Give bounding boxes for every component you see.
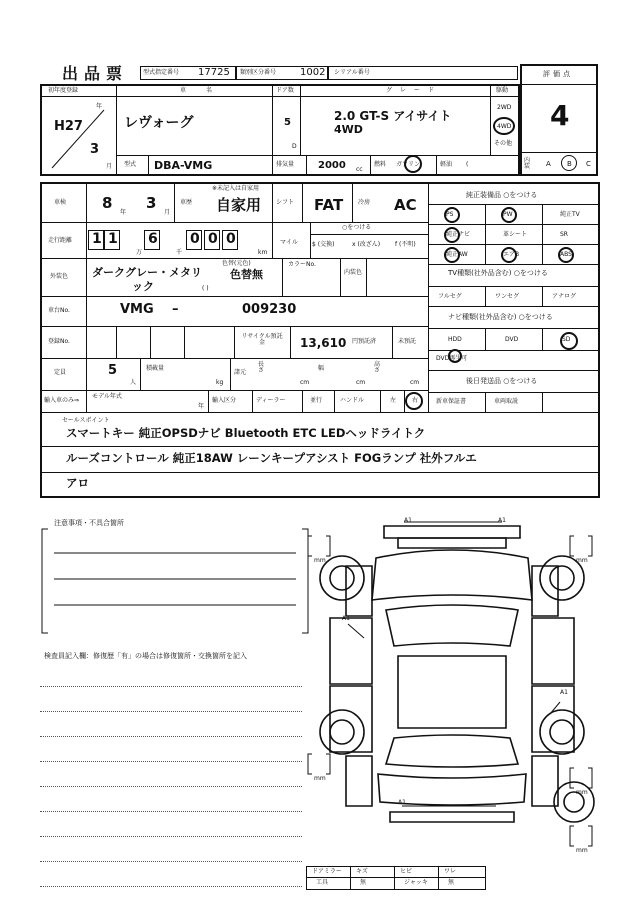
- col-line: [306, 155, 307, 176]
- fuel-gas: ガソリン: [396, 161, 421, 168]
- mark-a1: A1: [404, 517, 412, 524]
- import-class-label: 輸入区分: [212, 397, 237, 404]
- model-year-unit: 年: [198, 403, 205, 410]
- mm-unit: mm: [576, 847, 588, 854]
- caution-bracket: [40, 527, 310, 635]
- model-cert-label: 型式指定番号: [143, 69, 180, 76]
- col-line: [490, 84, 491, 155]
- table-cell: ワレ: [444, 868, 457, 875]
- note-line: [40, 811, 302, 812]
- shift-label: シフト: [276, 199, 295, 206]
- history-value: 自家用: [216, 196, 262, 214]
- row-line: [40, 222, 428, 223]
- col-line: [116, 326, 117, 358]
- parallel: 並行: [310, 397, 323, 404]
- capacity-value: 5: [108, 363, 118, 378]
- sales-line3: アロ: [66, 476, 89, 490]
- equip-circle: [558, 247, 574, 263]
- note-line: [40, 786, 302, 787]
- vehicle-name: レヴォーグ: [124, 115, 194, 131]
- height-cm: cm: [410, 379, 420, 386]
- mileage-digit: 1: [108, 231, 118, 247]
- tv-title: TV種類(社外品含む) ○をつける: [448, 269, 548, 277]
- col-line: [485, 392, 486, 412]
- sen-unit: 千: [176, 249, 183, 256]
- table-cell: 無: [448, 879, 455, 886]
- row-line: [428, 286, 600, 287]
- class-no: 1002: [300, 67, 326, 78]
- col-line: [290, 326, 291, 358]
- exchange: $ (交換): [312, 241, 335, 248]
- note-line: [40, 886, 302, 887]
- man-unit: 万: [136, 249, 143, 256]
- col-line: [140, 358, 141, 390]
- altered: x (改ざん): [352, 241, 381, 248]
- dims-label: 諸元: [234, 369, 247, 376]
- col-line: [174, 182, 175, 222]
- col-line: [282, 258, 283, 296]
- col-line: [230, 358, 231, 390]
- row-line: [40, 472, 600, 473]
- car-damage-diagram: [306, 506, 606, 868]
- circle-note: ○をつける: [342, 224, 372, 231]
- displacement-label: 排気量: [276, 161, 295, 168]
- table-cell: ヒビ: [400, 868, 413, 875]
- capacity-label: 定員: [54, 369, 67, 376]
- equip-circle: [501, 207, 517, 223]
- col-line: [234, 326, 235, 358]
- mm-unit: mm: [576, 557, 588, 564]
- displacement-value: 2000: [318, 160, 346, 171]
- table-cell: ジャッキ: [404, 879, 428, 886]
- sales-line1: スマートキー 純正OPSDナビ Bluetooth ETC LEDヘッドライトク: [66, 426, 426, 440]
- col-line: [394, 866, 395, 890]
- tv-item: フルセグ: [438, 293, 462, 300]
- color-change-label: 色替(元色): [222, 260, 251, 267]
- row-line: [40, 96, 520, 97]
- unknown: f (不明): [395, 241, 416, 248]
- navi-item: DVD: [505, 336, 519, 343]
- drive-2wd: 2WD: [497, 104, 512, 111]
- col-line: [302, 182, 303, 222]
- row-line: [428, 392, 600, 393]
- fuel-gas-circle: [404, 155, 422, 173]
- recycle-not: 未預託: [398, 338, 417, 345]
- reg-no-label: 登録No.: [48, 338, 70, 345]
- shaken-label: 車検: [54, 199, 67, 206]
- mileage-digit: 0: [226, 231, 236, 247]
- caution-label: 注意事項・不具合箇所: [54, 519, 124, 527]
- handle-label: ハンドル: [340, 397, 365, 404]
- equip-item: 純正TV: [560, 211, 580, 218]
- equip-circle: [444, 207, 460, 223]
- equip-item: SR: [560, 231, 568, 238]
- row-line: [310, 234, 428, 235]
- navi-item: HDD: [448, 336, 462, 343]
- color-paren: ( ): [202, 285, 209, 292]
- equip-item: エアB: [503, 251, 520, 258]
- mm-unit: mm: [314, 775, 326, 782]
- recycle-deposited: 円預託済: [352, 338, 377, 345]
- doors-value: 5: [284, 117, 291, 128]
- displacement-unit: cc: [356, 166, 363, 173]
- mark-a1: A1: [498, 517, 506, 524]
- row-line: [40, 296, 428, 297]
- col-line: [485, 286, 486, 306]
- fuel-paren: (: [466, 161, 469, 168]
- col-line: [392, 326, 393, 358]
- table-cell: 無: [360, 879, 367, 886]
- col-line: [300, 84, 301, 155]
- doors-label: ドア数: [276, 87, 294, 94]
- col-line: [334, 390, 335, 412]
- row-line: [428, 204, 600, 205]
- score-label: 評価点: [543, 70, 573, 78]
- type-value: DBA-VMG: [154, 159, 213, 172]
- sales-label: セールスポイント: [62, 417, 110, 424]
- row-line: [428, 328, 600, 329]
- shaken-year-unit: 年: [120, 209, 127, 216]
- mileage-digit: 1: [92, 231, 102, 247]
- row-line: [40, 358, 428, 359]
- width-label: 幅: [318, 365, 325, 372]
- row-line: [428, 306, 600, 307]
- name-label: 車名: [180, 87, 233, 94]
- row-line: [306, 877, 486, 878]
- dvd-play-circle: [448, 349, 462, 363]
- color-line1: ダークグレー・メタリ: [92, 266, 202, 279]
- later-item: 車両取説: [494, 398, 519, 405]
- shaken-month-unit: 月: [164, 209, 171, 216]
- ac-label: 冷房: [358, 199, 371, 206]
- class-label: 類別区分番号: [240, 69, 277, 76]
- handle-left: 左: [390, 397, 397, 404]
- interior-a: A: [546, 160, 551, 168]
- import-label: 輸入車のみ⇒: [44, 397, 80, 404]
- chassis-dash: –: [172, 302, 179, 317]
- mileage-label: 走行距離: [48, 237, 73, 244]
- model-cert-no: 17725: [198, 67, 230, 78]
- drive-4wd: 4WD: [497, 123, 512, 130]
- drive-other: その他: [494, 140, 513, 147]
- type-label: 型式: [124, 161, 137, 168]
- col-line: [252, 390, 253, 412]
- col-line: [542, 286, 543, 306]
- navi-item: SD: [562, 336, 571, 343]
- equip-item: 革シート: [503, 231, 528, 238]
- interior-c: C: [586, 160, 591, 168]
- col-line: [350, 866, 351, 890]
- note-line: [40, 761, 302, 762]
- table-cell: 工具: [316, 879, 329, 886]
- col-line: [542, 392, 543, 412]
- row-line: [40, 446, 600, 447]
- grade-line1: 2.0 GT-S アイサイト: [334, 109, 452, 123]
- first-reg-slash: [44, 100, 114, 172]
- col-line: [352, 182, 353, 222]
- table-cell: キズ: [356, 868, 368, 875]
- first-reg-label: 初年度登録: [48, 87, 79, 94]
- history-label: 車歴: [180, 199, 193, 206]
- note-line: [40, 836, 302, 837]
- col-line: [86, 182, 87, 412]
- mm-unit: mm: [576, 789, 588, 796]
- drive-4wd-circle: [493, 117, 515, 135]
- model-year-label: モデル年式: [92, 393, 122, 400]
- score-value: 4: [550, 99, 570, 132]
- later-item: 新車保証書: [436, 398, 467, 405]
- col-line: [150, 326, 151, 358]
- row-line: [428, 244, 600, 245]
- year-unit: 年: [96, 103, 103, 110]
- interior-b: B: [567, 160, 572, 168]
- note-line: [40, 711, 302, 712]
- tv-item: アナログ: [552, 293, 577, 300]
- col-line: [485, 328, 486, 350]
- mile-label: マイル: [280, 239, 298, 246]
- equip-circle: [444, 247, 460, 263]
- navi-title: ナビ種類(社外品含む) ○をつける: [448, 313, 553, 321]
- col-line: [438, 866, 439, 890]
- col-line: [272, 182, 273, 222]
- col-line: [380, 390, 381, 412]
- sheet-title: 出品票: [62, 64, 129, 83]
- col-line: [542, 328, 543, 350]
- col-line: [485, 204, 486, 264]
- inspector-label: 検査員記入欄：修復歴「有」の場合は修復箇所・交換箇所を記入: [44, 652, 247, 660]
- equip-title: 純正装備品 ○をつける: [466, 191, 538, 199]
- month-unit: 月: [106, 163, 113, 170]
- drive-label: 駆動: [496, 87, 509, 94]
- col-line: [428, 182, 429, 412]
- color-change: 色替無: [230, 268, 263, 281]
- later-title: 後日発送品 ○をつける: [466, 377, 538, 385]
- row-line: [428, 264, 600, 265]
- equip-circle: [501, 247, 520, 263]
- row-line: [116, 155, 520, 156]
- col-line: [272, 155, 273, 176]
- interior-color-label: 内装色: [344, 269, 363, 276]
- length-cm: cm: [300, 379, 310, 386]
- handle-right-circle: [405, 392, 423, 410]
- mark-a1: A1: [560, 689, 568, 696]
- mm-unit: mm: [314, 557, 326, 564]
- load-label: 積載量: [146, 365, 165, 372]
- row-line: [40, 412, 600, 413]
- row-line: [40, 390, 428, 391]
- fuel-label: 燃料: [374, 161, 387, 168]
- col-line: [272, 222, 273, 258]
- note-line: [40, 861, 302, 862]
- history-note: ※未記入は自家用: [212, 185, 260, 192]
- row-line: [40, 258, 428, 259]
- color-label: 外装色: [50, 273, 69, 280]
- col-line: [340, 258, 341, 296]
- mark-a1: A1: [342, 615, 350, 622]
- dvd-play: DVD再生可: [436, 355, 468, 362]
- width-cm: cm: [356, 379, 366, 386]
- height-label: 高さ: [374, 361, 381, 374]
- col-line: [366, 258, 367, 296]
- mileage-digit: 6: [148, 231, 158, 247]
- color-no-label: カラーNo.: [288, 261, 316, 268]
- col-line: [302, 390, 303, 412]
- interior-divider: [520, 152, 598, 153]
- first-reg-year: H27: [54, 119, 83, 134]
- col-line: [310, 222, 311, 258]
- chassis-label: 車台No.: [48, 307, 70, 314]
- col-line: [148, 155, 149, 176]
- interior-label: 内装: [524, 157, 531, 170]
- equip-item: ABS: [560, 251, 572, 258]
- recycle-label: リサイクル預託金: [241, 333, 283, 346]
- row-line: [428, 370, 600, 371]
- first-reg-month: 3: [90, 142, 100, 157]
- col-line: [208, 390, 209, 412]
- fuel-diesel: 軽油: [440, 161, 453, 168]
- col-line: [116, 84, 117, 176]
- col-line: [370, 155, 371, 176]
- col-line: [184, 326, 185, 358]
- kg-unit: kg: [216, 379, 224, 386]
- shaken-month: 3: [146, 194, 157, 212]
- chassis-prefix: VMG: [120, 302, 154, 317]
- col-line: [542, 204, 543, 264]
- interior-b-circle: [561, 155, 577, 171]
- color-line2: ック: [132, 280, 154, 293]
- score-divider: [520, 84, 598, 85]
- equip-item: PW: [503, 211, 513, 218]
- note-line: [40, 686, 302, 687]
- equip-item: 純正AW: [446, 251, 468, 258]
- mileage-digit: 0: [208, 231, 218, 247]
- sales-line2: ルーズコントロール 純正18AW レーンキープアシスト FOGランプ 社外フルエ: [66, 451, 477, 465]
- length-label: 長さ: [258, 361, 265, 374]
- mileage-digit: 0: [190, 231, 200, 247]
- capacity-unit: 人: [130, 379, 137, 386]
- row-line: [428, 224, 600, 225]
- note-line: [40, 736, 302, 737]
- grade-line2: 4WD: [334, 123, 363, 136]
- navi-sd-circle: [560, 332, 578, 350]
- doors-suffix: D: [292, 143, 297, 150]
- serial-label: シリアル番号: [334, 69, 370, 76]
- equip-circle: [444, 227, 460, 243]
- dealer: ディーラー: [256, 397, 286, 404]
- equip-item: 純正ナビ: [446, 231, 471, 238]
- recycle-amount: 13,610: [300, 336, 347, 350]
- shaken-year: 8: [102, 194, 113, 212]
- km-unit: km: [258, 249, 268, 256]
- ac-value: AC: [394, 196, 417, 214]
- equip-item: PS: [446, 211, 454, 218]
- mark-a1: A1: [398, 799, 406, 806]
- tv-item: ワンセグ: [495, 293, 520, 300]
- table-cell: ドアミラー: [312, 868, 342, 875]
- col-line: [436, 155, 437, 176]
- shift-value: FAT: [314, 196, 344, 214]
- col-line: [272, 84, 273, 155]
- grade-label: グレード: [386, 87, 443, 94]
- handle-right: 右: [412, 397, 419, 404]
- chassis-no: 009230: [242, 302, 297, 317]
